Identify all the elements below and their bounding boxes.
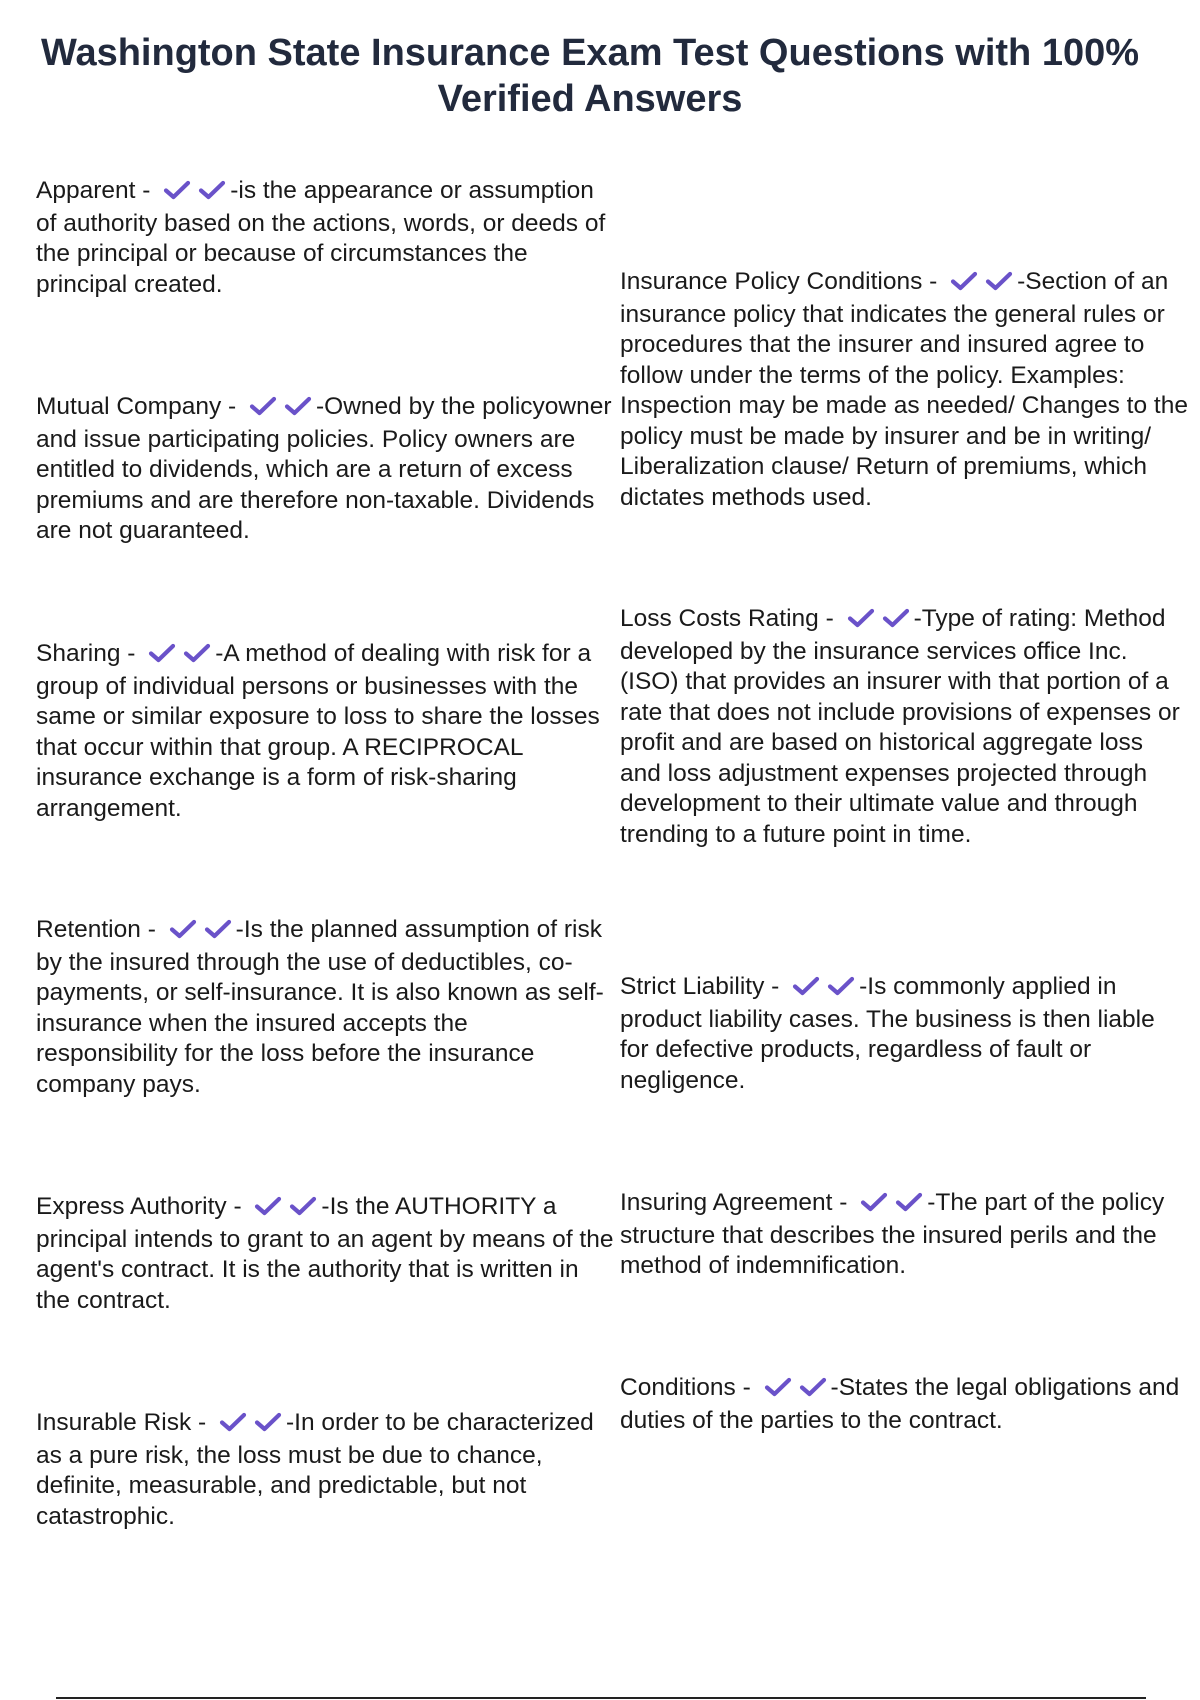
entry-conditions [620, 1373, 1190, 1436]
footer-divider [56, 1697, 1146, 1699]
entry-separator: - [135, 177, 158, 204]
entry-definition: -Owned by the policyowner and issue participating policies. Policy owners are entitled to dividends, which are a return of excess premiums and are therefore non-taxable. Dividends are not guaranteed. [36, 393, 612, 544]
checkmark-icon [169, 919, 197, 939]
checkmark-icon [985, 271, 1013, 291]
checkmark-icon [284, 396, 312, 416]
entry-insurable-risk [36, 1408, 616, 1532]
entry-loss-costs-rating [620, 604, 1190, 850]
entry-definition: -States the legal obligations and duties of the parties to the contract. [620, 1374, 1180, 1434]
entry-separator: - [832, 1189, 855, 1216]
entry-separator: - [191, 1409, 214, 1436]
verified-checks [169, 917, 232, 948]
entry-separator: - [764, 973, 787, 1000]
checkmark-icon [148, 643, 176, 663]
entry-term: Insurable Risk [36, 1409, 192, 1436]
entry-mutual-company [36, 392, 616, 547]
verified-checks [254, 1194, 317, 1225]
entry-term: Apparent [36, 177, 136, 204]
entry-term: Conditions [620, 1374, 736, 1401]
verified-checks [792, 974, 855, 1005]
checkmark-icon [847, 608, 875, 628]
entry-term: Insuring Agreement [620, 1189, 833, 1216]
checkmark-icon [249, 396, 277, 416]
verified-checks [764, 1375, 827, 1406]
entry-separator: - [221, 393, 243, 420]
checkmark-icon [183, 643, 211, 663]
entry-definition: -A method of dealing with risk for a group of individual persons or businesses with the same or similar exposure to loss to share the losses that occur within that group. A RECIPROCAL insurance exchange is a form of risk-sharing arrangement. [36, 640, 600, 822]
checkmark-icon [827, 976, 855, 996]
entry-term: Mutual Company [36, 393, 222, 420]
entry-separator: - [140, 916, 163, 943]
checkmark-icon [764, 1377, 792, 1397]
entry-definition: -Is the AUTHORITY a principal intends to grant to an agent by means of the agent's contract. It is the authority that is written in the contract. [36, 1193, 614, 1314]
entry-insuring-agreement [620, 1188, 1190, 1282]
page-title: Washington State Insurance Exam Test Questions with 100% Verified Answers [40, 32, 1140, 120]
verified-checks [860, 1190, 923, 1221]
verified-checks [219, 1410, 282, 1441]
entry-definition: -Type of rating: Method developed by the insurance services office Inc. (ISO) that provides an insurer with that portion of a rate that does not include provisions of expenses or profit and are based on historical aggregate loss and loss adjustment expenses projected through development to their ultimate value and through trending to a future point in time. [620, 605, 1180, 848]
verified-checks [950, 269, 1013, 300]
checkmark-icon [792, 976, 820, 996]
entry-separator: - [120, 640, 143, 667]
entry-sharing [36, 639, 616, 824]
checkmark-icon [219, 1412, 247, 1432]
checkmark-icon [882, 608, 910, 628]
checkmark-icon [254, 1412, 282, 1432]
checkmark-icon [254, 1196, 282, 1216]
entry-apparent [36, 176, 616, 300]
checkmark-icon [289, 1196, 317, 1216]
verified-checks [163, 178, 226, 209]
entry-express-authority [36, 1192, 616, 1316]
entry-separator: - [226, 1193, 249, 1220]
entry-separator: - [818, 605, 841, 632]
entry-separator: - [735, 1374, 758, 1401]
checkmark-icon [198, 180, 226, 200]
entry-term: Insurance Policy Conditions [620, 268, 923, 295]
verified-checks [148, 641, 211, 672]
checkmark-icon [860, 1192, 888, 1212]
checkmark-icon [163, 180, 191, 200]
checkmark-icon [950, 271, 978, 291]
checkmark-icon [799, 1377, 827, 1397]
entry-definition: -Section of an insurance policy that indicates the general rules or procedures that the insurer and insured agree to follow under the terms of the policy. Examples: Inspection may be made as needed/ Changes to the policy must be made by insurer and be in writing/ Liberalization clause/ Return of premiums, which dictates methods used. [620, 268, 1188, 511]
entry-definition: -The part of the policy structure that describes the insured perils and the method of indemnification. [620, 1189, 1165, 1279]
entry-definition: -In order to be characterized as a pure risk, the loss must be due to chance, definite, measurable, and predictable, but not catastrophic. [36, 1409, 594, 1530]
entry-separator: - [922, 268, 945, 295]
entry-term: Retention [36, 916, 141, 943]
entry-term: Strict Liability [620, 973, 765, 1000]
entry-definition: -is the appearance or assumption of authority based on the actions, words, or deeds of the principal or because of circumstances the principal created. [36, 177, 606, 298]
entry-insurance-policy-conditions [620, 267, 1190, 513]
checkmark-icon [204, 919, 232, 939]
entry-strict-liability [620, 972, 1190, 1096]
entry-definition: -Is commonly applied in product liability cases. The business is then liable for defective products, regardless of fault or negligence. [620, 973, 1155, 1094]
entry-retention [36, 915, 616, 1100]
verified-checks [249, 394, 312, 425]
verified-checks [847, 606, 910, 637]
entry-term: Express Authority [36, 1193, 227, 1220]
entry-term: Sharing [36, 640, 121, 667]
entry-term: Loss Costs Rating [620, 605, 819, 632]
checkmark-icon [895, 1192, 923, 1212]
entry-definition: -Is the planned assumption of risk by the insured through the use of deductibles, co-payments, or self-insurance. It is also known as self-insurance when the insured accepts the responsibility for the loss before the insurance company pays. [36, 916, 604, 1098]
